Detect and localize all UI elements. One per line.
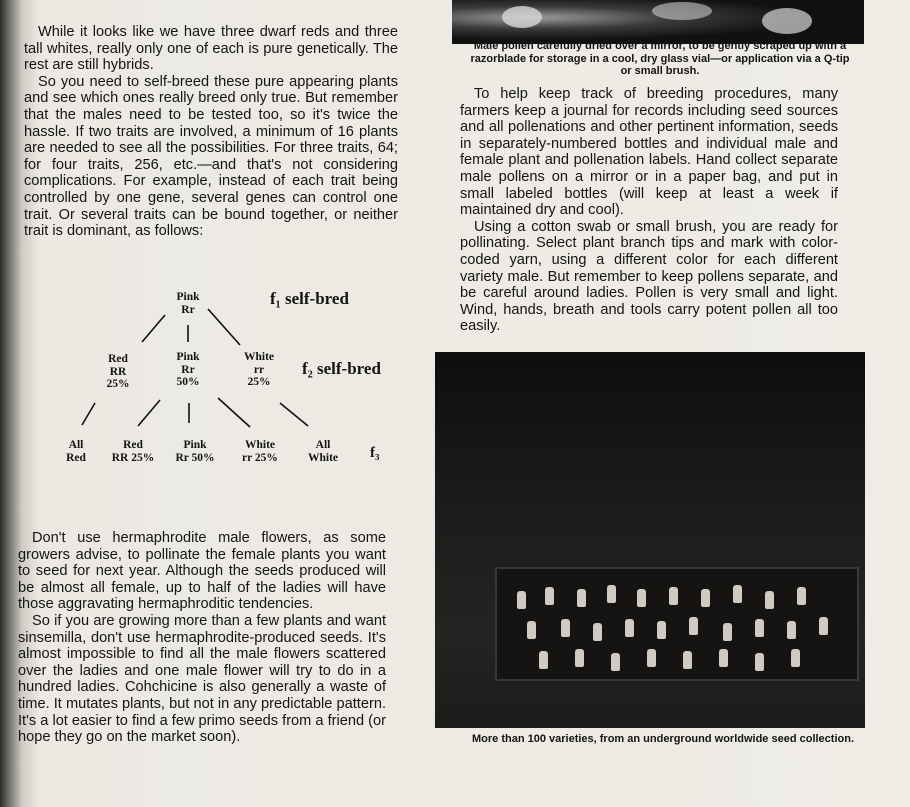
seed-drawer	[495, 567, 859, 681]
pollen-mirror-photo	[452, 0, 864, 44]
paragraph: To help keep track of breeding procedures, many farmers keep a journal for records including seed sources and all pollenations and other pertinent information, seeds in separately-numbered bottles and individual male and female plant and pollenation labels. Hand collect separate male pollens on a mirror or in a paper bag, and put in small labeled bottles (will keep at least a week if maintained dry and cool).	[460, 86, 838, 219]
paragraph: So you need to self-breed these pure appearing plants and see which ones really breed only true. But remember that the males need to be tested too, so it's twice the hassle. If two traits are involved, a minimum of 16 plants are needed to see all the possibilities. For three traits, 64; for four traits, 256, etc.—and that's not considering complications. For example, instead of each trait being controlled by one gene, several genes can control one trait. Or several traits can be bound together, or neither trait is dominant, as follows:	[24, 73, 398, 240]
node-pct: 25%	[247, 376, 271, 388]
node-gene: Rr	[181, 363, 195, 376]
f3-node	[106, 439, 160, 464]
paragraph: Don't use hermaphrodite male flowers, as some growers advise, to pollinate the female plants you want to seed for next year. Although the seeds produced will be almost all female, up to half of the ladies will have those aggravating hermaphroditic tendencies.	[18, 530, 386, 613]
node-name: Red	[108, 353, 128, 365]
f3-node	[170, 439, 220, 464]
node-name: Pink	[176, 291, 200, 303]
f3-node	[300, 439, 346, 464]
node-pct: 50%	[176, 376, 200, 388]
f1-node	[168, 291, 208, 316]
photo-caption-top: Male pollen carefully dried over a mirror, to be gently scraped up with a razorblade for storage in a cool, dry glass vial—or application via a Q-tip or small brush.	[470, 40, 850, 78]
right-column	[460, 86, 838, 335]
node-gene: rr	[253, 363, 265, 376]
seed-collection-photo	[435, 352, 865, 728]
node-line2: White	[307, 451, 339, 464]
f2-node	[168, 351, 208, 389]
photo-caption-bottom: More than 100 varieties, from an underground worldwide seed collection.	[471, 733, 855, 745]
f1-label: f₁ self-bred	[270, 289, 349, 308]
node-name: White	[243, 351, 275, 363]
left-column-bottom	[18, 530, 386, 746]
node-line2: rr 25%	[242, 451, 278, 464]
paragraph: While it looks like we have three dwarf reds and three tall whites, really only one of each is pure genetically. The rest are still hybrids.	[24, 24, 398, 74]
node-line1: Red	[123, 439, 143, 451]
f3-node	[236, 439, 284, 464]
node-line2: Red	[66, 451, 86, 464]
diagram-lines	[40, 285, 410, 475]
node-pct: 25%	[106, 378, 130, 390]
f3-label: f₃	[370, 445, 380, 461]
f3-node	[58, 439, 94, 464]
node-gene: RR	[109, 365, 127, 378]
paragraph: So if you are growing more than a few plants and want sinsemilla, don't use hermaphrodite-produced seeds. It's almost impossible to find all the male flowers scattered over the ladies and one male flower will try to do in a hundred ladies. Cohchicine is also generally a waste of time. It mutates plants, but not in any predictable pattern. It's a lot easier to find a few primo seeds from a friend (or hope they go on the market soon).	[18, 612, 386, 746]
left-column-top	[24, 24, 398, 240]
node-line1: All	[68, 439, 84, 451]
paragraph: Using a cotton swab or small brush, you are ready for pollinating. Select plant branch tips and mark with color-coded yarn, using a different color for each different variety male. But remember to keep pollens separate, and be careful around ladies. Pollen is very small and light. Wind, hands, breath and tools carry potent pollen all too easily.	[460, 218, 838, 335]
f2-label: f₂ self-bred	[302, 359, 381, 378]
node-line1: White	[244, 439, 276, 451]
node-line1: Pink	[183, 439, 207, 451]
node-name: Pink	[176, 351, 200, 363]
node-line2: Rr 50%	[175, 451, 215, 464]
f2-node	[100, 353, 136, 391]
genetics-diagram	[40, 285, 410, 475]
f2-node	[238, 351, 280, 389]
node-line1: All	[315, 439, 331, 451]
node-line2: RR 25%	[111, 451, 155, 464]
node-gene: Rr	[181, 303, 195, 316]
